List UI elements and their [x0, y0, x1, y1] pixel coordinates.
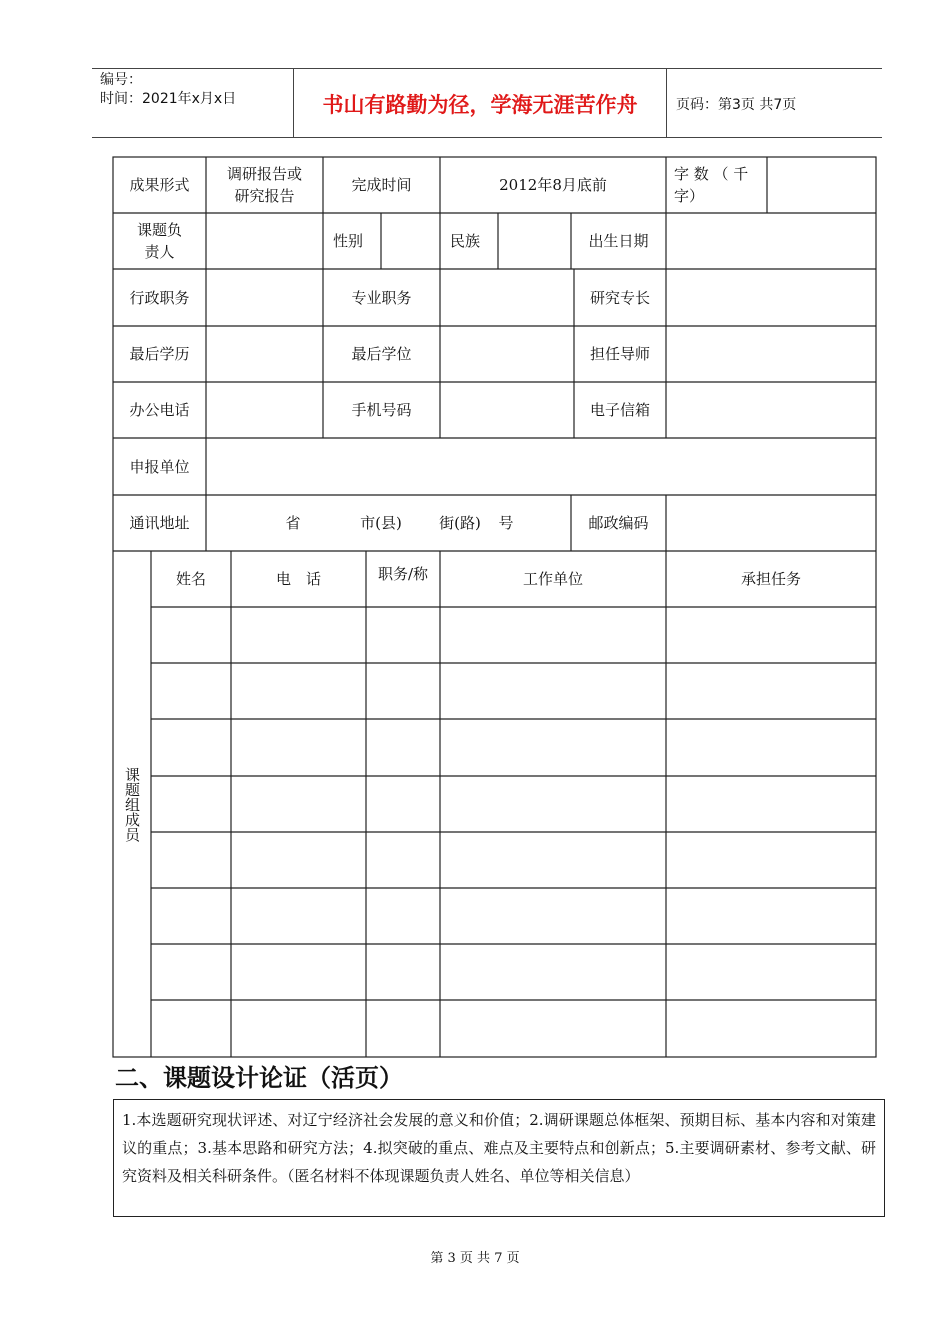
email-input[interactable] [666, 382, 876, 438]
pro-title-label: 专业职务 [351, 288, 412, 307]
result-form-value[interactable]: 调研报告或研究报告 [226, 165, 302, 205]
word-count-input[interactable] [767, 157, 876, 213]
members-label-cell [113, 551, 151, 1057]
page-footer: 第 3 页 共 7 页 [430, 1251, 520, 1266]
supervisor-input[interactable] [666, 326, 876, 382]
result-form-label: 成果形式 [129, 176, 190, 194]
time-label: 时间：2021年x月x日 [100, 91, 237, 107]
degree-label: 最后学位 [351, 345, 412, 363]
member-header-phone: 电 话 [275, 570, 321, 588]
finish-time-label: 完成时间 [351, 176, 412, 194]
specialty-label: 研究专长 [589, 288, 650, 307]
specialty-input[interactable] [666, 269, 876, 326]
mobile-input[interactable] [440, 382, 574, 438]
office-phone-input[interactable] [206, 382, 323, 438]
member-header-title: 职务/称 [377, 565, 429, 583]
finish-time-value[interactable]: 2012年8月底前 [499, 176, 607, 194]
gender-input[interactable] [381, 213, 440, 269]
admin-title-label: 行政职务 [129, 288, 190, 307]
gender-label: 性别 [333, 232, 364, 250]
degree-input[interactable] [440, 326, 574, 382]
serial-number-label: 编号： [100, 72, 142, 88]
header-page-number: 页码：第3页 共7页 [676, 97, 797, 113]
applicant-unit-input[interactable] [206, 438, 876, 495]
email-label: 电子信箱 [589, 401, 650, 419]
section-title: 二、课题设计论证（活页） [115, 1064, 403, 1092]
mobile-label: 手机号码 [351, 401, 412, 419]
ethnicity-input[interactable] [498, 213, 571, 269]
admin-title-input[interactable] [206, 269, 323, 326]
member-header-task: 承担任务 [740, 570, 801, 588]
members-label: 课题组成员 [123, 766, 141, 842]
pro-title-input[interactable] [440, 269, 574, 326]
address-street: 街(路) [439, 514, 481, 532]
leader-name-input[interactable] [206, 213, 323, 269]
birth-date-input[interactable] [666, 213, 876, 269]
postcode-label: 邮政编码 [588, 514, 649, 532]
education-input[interactable] [206, 326, 323, 382]
member-header-name: 姓名 [175, 570, 206, 588]
postcode-input[interactable] [666, 495, 876, 551]
address-number: 号 [498, 514, 514, 532]
birth-date-label: 出生日期 [588, 232, 649, 250]
design-instructions: 1.本选题研究现状评述、对辽宁经济社会发展的意义和价值；2.调研课题总体框架、预期目标、基本内容和对策建议的重点；3.基本思路和研究方法；4.拟突破的重点、难点及主要特点和创新点；5.主要调研素材、参考文献、研究资料及相关科研条件。（匿名材料不体现课题负责人姓名、单位等相关信息） [113, 1099, 885, 1217]
member-header-unit: 工作单位 [522, 570, 583, 588]
ethnicity-label: 民族 [450, 232, 481, 250]
applicant-unit-label: 申报单位 [129, 457, 190, 476]
address-label: 通讯地址 [129, 514, 190, 532]
address-city: 市(县) [360, 514, 402, 532]
address-province: 省 [285, 514, 301, 532]
leader-label: 课题负责人 [136, 221, 182, 261]
education-label: 最后学历 [129, 345, 190, 363]
header-motto: 书山有路勤为径，学海无涯苦作舟 [322, 93, 638, 117]
supervisor-label: 担任导师 [589, 345, 650, 363]
office-phone-label: 办公电话 [129, 401, 190, 419]
word-count-label: 字 数 （ 千字） [674, 165, 749, 205]
